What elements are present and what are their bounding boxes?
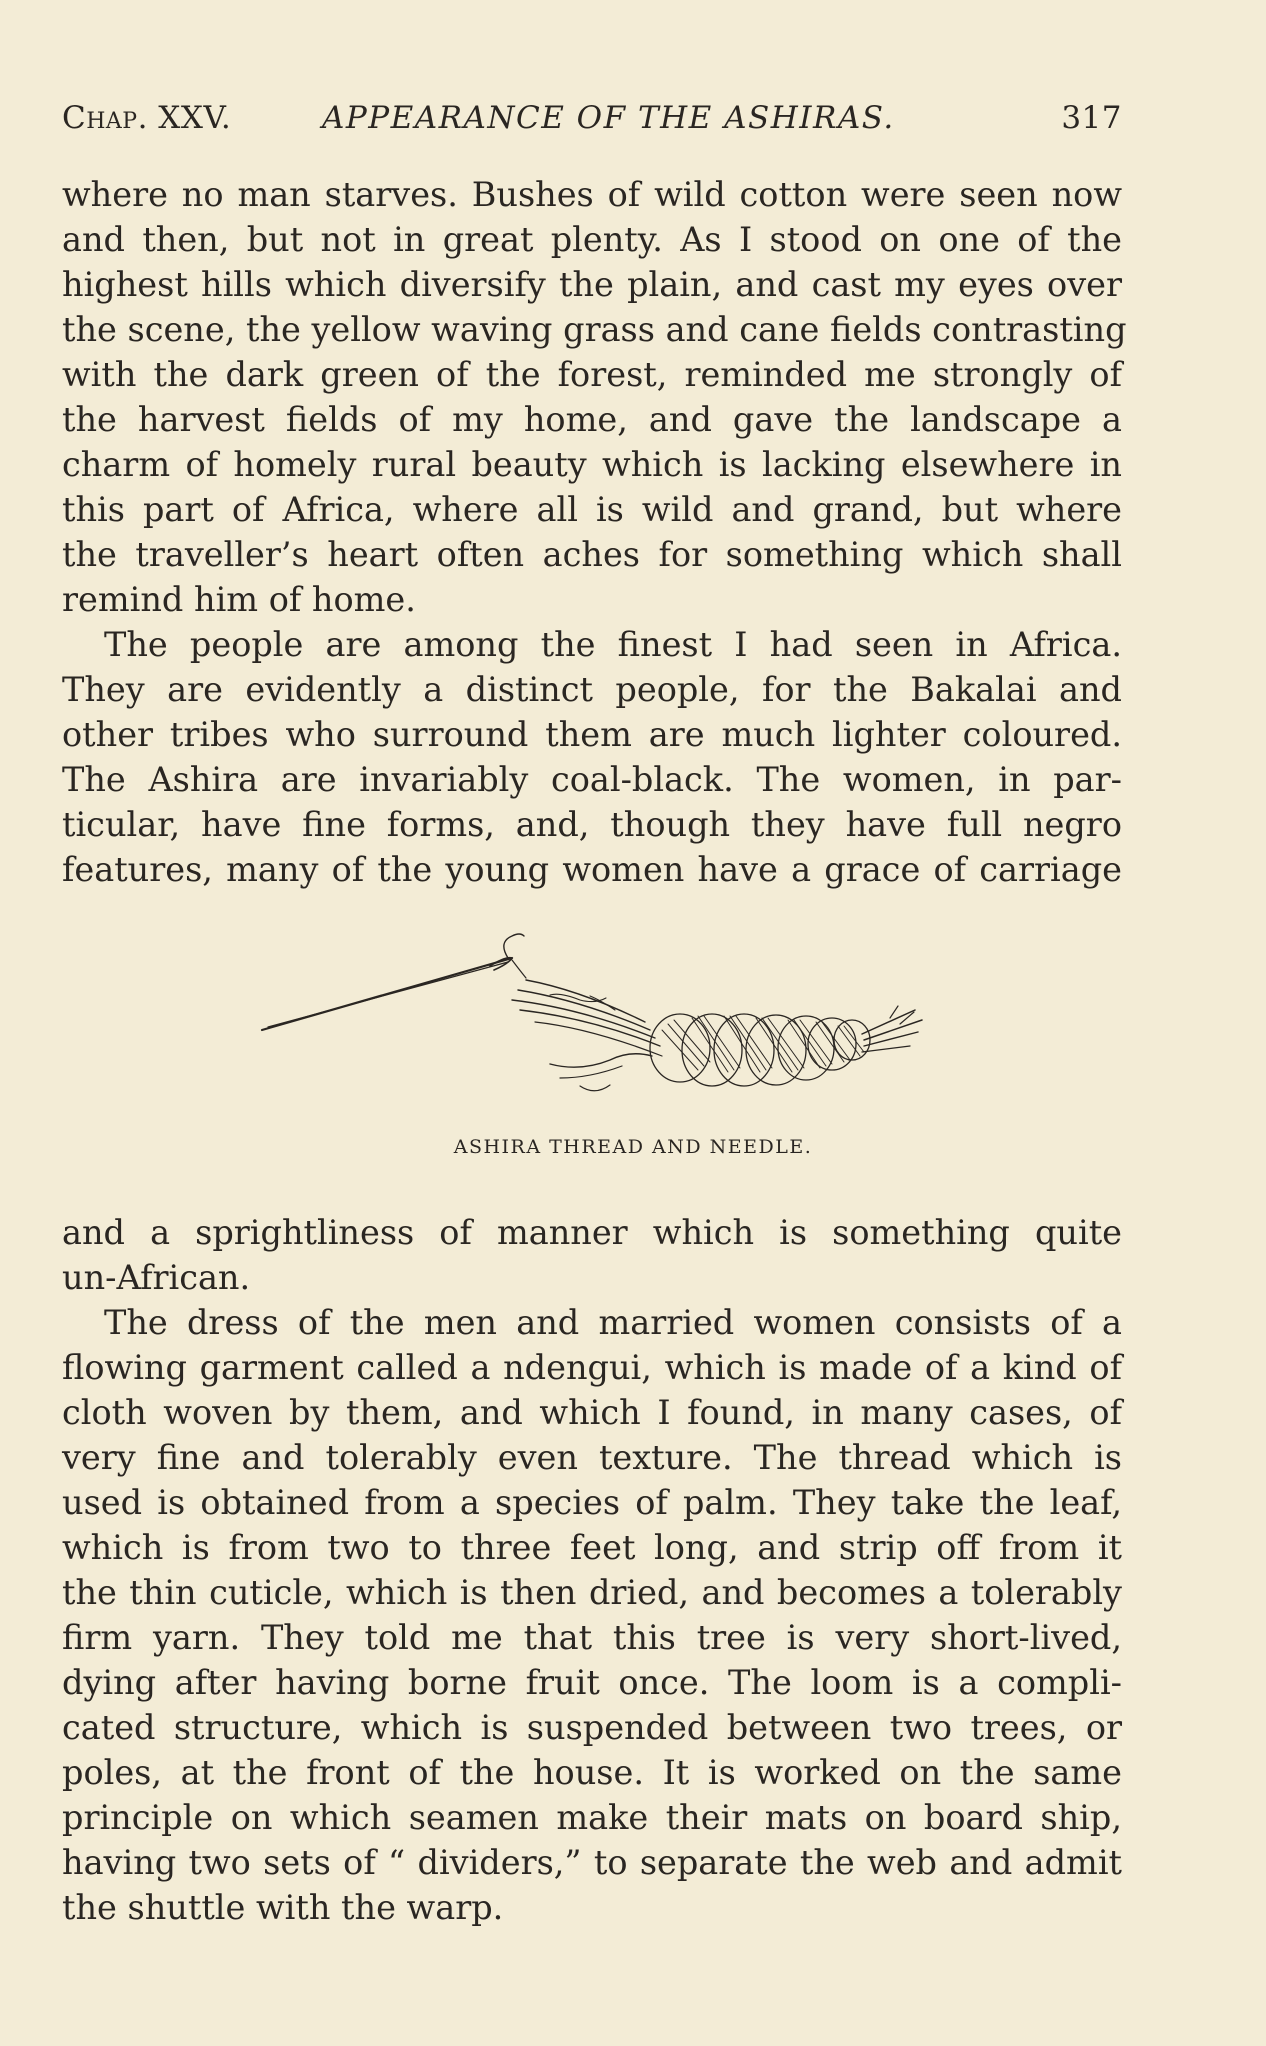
text-line: having two sets of “ dividers,” to separate the web and admit bbox=[62, 1843, 1122, 1882]
page-title: APPEARANCE OF THE ASHIRAS. bbox=[322, 100, 895, 136]
text-line: the thin cuticle, which is then dried, and becomes a tolerably bbox=[62, 1573, 1122, 1612]
text-line: very fine and tolerably even texture. The thread which is bbox=[62, 1438, 1122, 1477]
text-line: this part of Africa, where all is wild and grand, but where bbox=[62, 490, 1122, 529]
text-line: The dress of the men and married women consists of a bbox=[104, 1303, 1122, 1342]
body-text-bottom bbox=[62, 1210, 1122, 1930]
text-line: They are evidently a distinct people, for the Bakalai and bbox=[62, 670, 1122, 709]
running-head bbox=[62, 100, 1122, 144]
text-line: The people are among the finest I had seen in Africa. bbox=[104, 625, 1122, 664]
text-line: highest hills which diversify the plain, and cast my eyes over bbox=[62, 265, 1122, 304]
text-line: un-African. bbox=[62, 1258, 251, 1297]
thread-and-needle-icon bbox=[250, 900, 970, 1130]
text-line: poles, at the front of the house. It is worked on the same bbox=[62, 1753, 1122, 1792]
text-line: charm of homely rural beauty which is lacking elsewhere in bbox=[62, 445, 1122, 484]
text-line: the traveller’s heart often aches for something which shall bbox=[62, 535, 1122, 574]
text-line: the scene, the yellow waving grass and cane fields contrasting bbox=[62, 310, 1127, 349]
thread-and-needle-illustration bbox=[250, 900, 970, 1130]
text-line: ticular, have fine forms, and, though they have full negro bbox=[62, 805, 1122, 844]
body-text-top bbox=[62, 172, 1127, 892]
text-line: and a sprightliness of manner which is something quite bbox=[62, 1213, 1122, 1252]
text-line: cloth woven by them, and which I found, in many cases, of bbox=[62, 1393, 1122, 1432]
figure-caption: ASHIRA THREAD AND NEEDLE. bbox=[453, 1136, 813, 1158]
text-line: cated structure, which is suspended between two trees, or bbox=[62, 1708, 1122, 1747]
text-line: dying after having borne fruit once. The loom is a compli- bbox=[62, 1663, 1122, 1702]
text-line: principle on which seamen make their mats on board ship, bbox=[62, 1798, 1122, 1837]
text-line: flowing garment called a ndengui, which is made of a kind of bbox=[62, 1348, 1122, 1387]
text-line: where no man starves. Bushes of wild cotton were seen now bbox=[62, 175, 1122, 214]
text-line: with the dark green of the forest, reminded me strongly of bbox=[62, 355, 1122, 394]
text-line: firm yarn. They told me that this tree is very short-lived, bbox=[62, 1618, 1122, 1657]
text-line: other tribes who surround them are much lighter coloured. bbox=[62, 715, 1122, 754]
chapter-label: Chap. XXV. bbox=[62, 100, 232, 136]
text-line: the harvest fields of my home, and gave the landscape a bbox=[62, 400, 1122, 439]
text-line: and then, but not in great plenty. As I stood on one of the bbox=[62, 220, 1122, 259]
text-line: The Ashira are invariably coal-black. The women, in par- bbox=[62, 760, 1122, 799]
text-line: used is obtained from a species of palm. They take the leaf, bbox=[62, 1483, 1122, 1522]
text-line: which is from two to three feet long, and strip off from it bbox=[62, 1528, 1122, 1567]
text-line: features, many of the young women have a grace of carriage bbox=[62, 850, 1122, 889]
page-number: 317 bbox=[1061, 100, 1122, 136]
text-line: the shuttle with the warp. bbox=[62, 1888, 504, 1927]
text-line: remind him of home. bbox=[62, 580, 416, 619]
